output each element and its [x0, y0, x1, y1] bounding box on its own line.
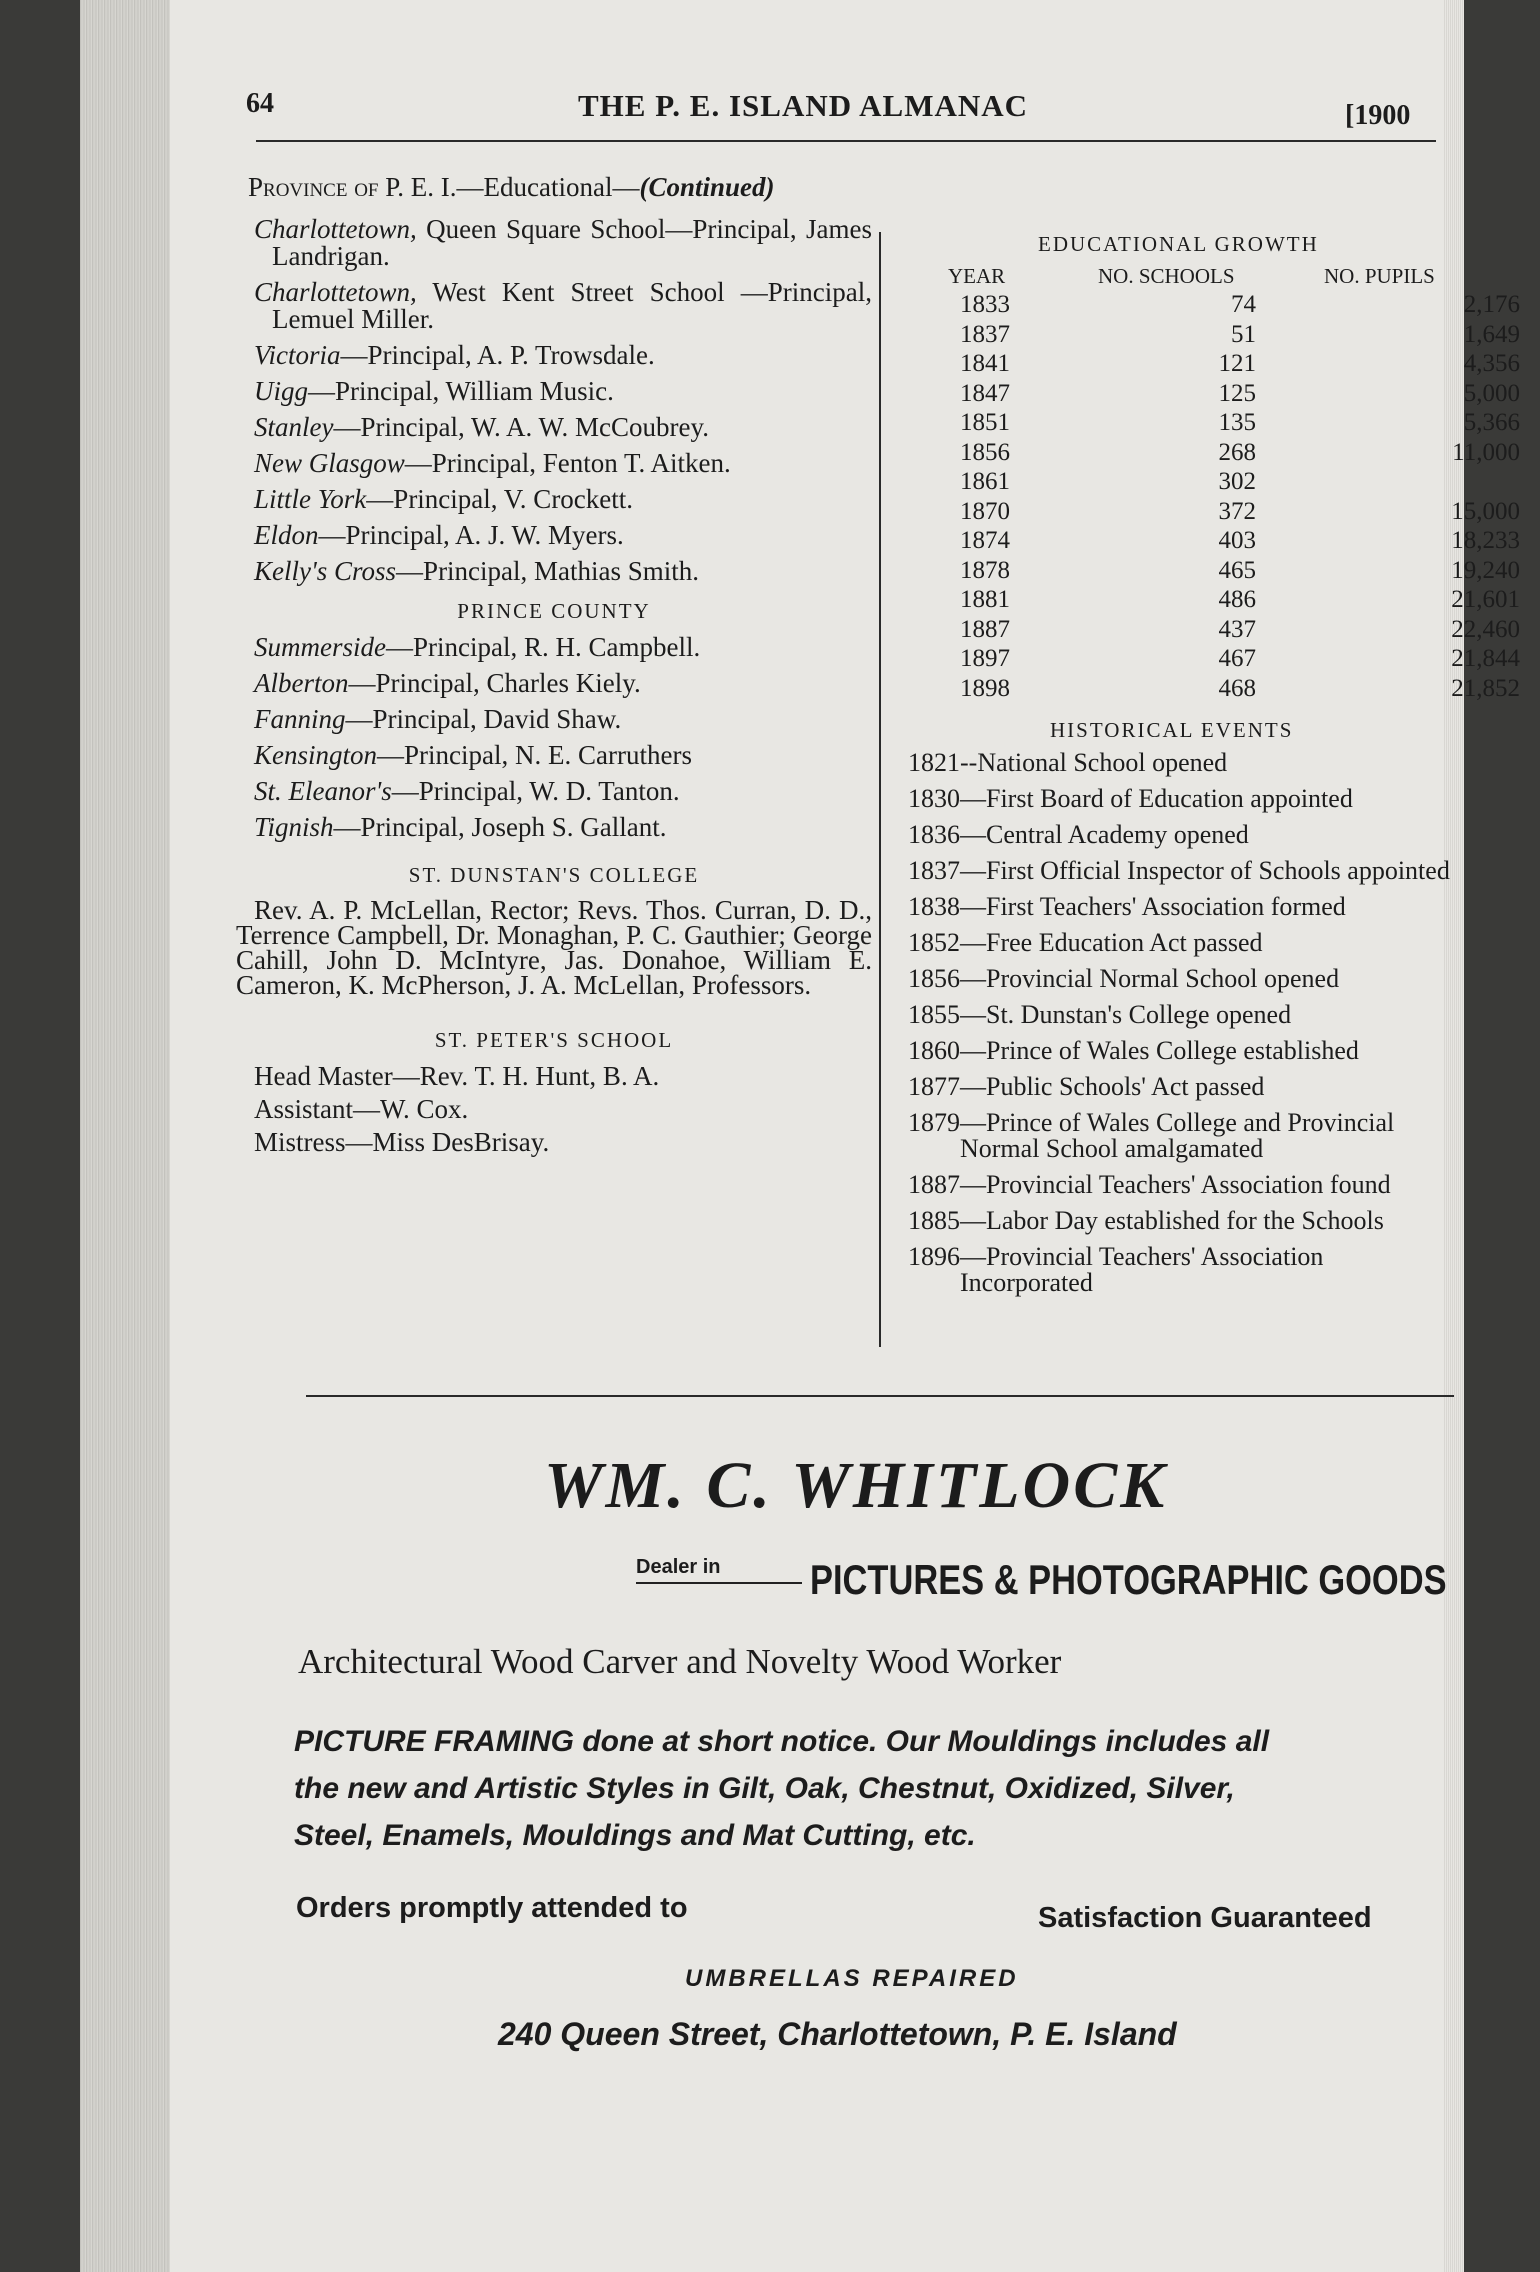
growth-row: [960, 556, 1540, 586]
growth-row: [960, 644, 1540, 674]
ad-satisfaction: Satisfaction Guaranteed: [1038, 1902, 1372, 1934]
event-item: [908, 1038, 1460, 1064]
page-number: 64: [246, 88, 274, 119]
ad-description: [294, 1718, 1454, 1859]
event-year: 1830: [908, 784, 960, 813]
growth-row: [960, 585, 1540, 615]
school-principal: —Principal, A. P. Trowsdale.: [340, 340, 655, 370]
st-peters-line: Head Master—Rev. T. H. Hunt, B. A.: [254, 1061, 660, 1091]
prince-county-heading: PRINCE COUNTY: [457, 599, 651, 623]
event-text: —Prince of Wales College established: [960, 1036, 1359, 1065]
growth-schools: 51: [1231, 320, 1256, 348]
school-place: New Glasgow: [254, 448, 405, 478]
event-year: 1860: [908, 1036, 960, 1065]
school-place: Summerside: [254, 632, 386, 662]
ad-trade: Architectural Wood Carver and Novelty Wood Worker: [298, 1642, 1062, 1681]
growth-row: [960, 290, 1540, 320]
growth-pupils: 22,460: [1451, 615, 1520, 643]
school-entry: [254, 742, 872, 769]
event-item: [908, 1074, 1460, 1100]
growth-year: 1851: [960, 409, 1010, 436]
column-divider: [879, 232, 881, 1347]
st-dunstans-text: Rev. A. P. McLellan, Rector; Revs. Thos. Curran, D. D., Terrence Campbell, Dr. Monaghan, P. C. Gauthier; George Cahill, John D. McIntyre, Jas. Donahoe, William E. Cameron, K. McPherson, J. A. McLellan, Professors.: [236, 895, 872, 1000]
event-item: [908, 1002, 1460, 1028]
ad-umbrellas: UMBRELLAS REPAIRED: [685, 1965, 1019, 1992]
page-binding: [80, 0, 170, 2272]
growth-pupils: 19,240: [1451, 556, 1520, 584]
school-entry: [254, 814, 872, 841]
growth-row: [960, 497, 1540, 527]
school-principal: Queen Square School—Principal, James Landrigan.: [272, 214, 872, 271]
growth-row: [960, 320, 1540, 350]
growth-table: [960, 290, 1540, 703]
event-text: —Public Schools' Act passed: [960, 1072, 1265, 1101]
growth-heading: EDUCATIONAL GROWTH: [1038, 232, 1319, 256]
school-place: Tignish: [254, 812, 334, 842]
growth-row: [960, 438, 1540, 468]
event-year: 1887: [908, 1170, 960, 1199]
school-place: Eldon: [254, 520, 319, 550]
col-pupils-header: NO. PUPILS: [1324, 264, 1435, 288]
school-principal: —Principal, Charles Kiely.: [348, 668, 641, 698]
growth-year: 1833: [960, 291, 1010, 318]
school-entry: [254, 414, 872, 441]
section-title-province: Province of P. E. I.: [248, 172, 457, 202]
st-peters-heading: ST. PETER'S SCHOOL: [434, 1028, 674, 1052]
growth-schools: 268: [1218, 438, 1256, 466]
growth-row: [960, 379, 1540, 409]
event-text: —Provincial Normal School opened: [960, 964, 1340, 993]
growth-row: [960, 349, 1540, 379]
event-year: 1896: [908, 1242, 960, 1271]
growth-schools: 135: [1218, 409, 1256, 436]
running-title: THE P. E. ISLAND ALMANAC: [578, 88, 1029, 123]
school-principal: —Principal, William Music.: [308, 376, 614, 406]
school-place: Fanning: [254, 704, 346, 734]
growth-schools: 403: [1218, 527, 1256, 554]
growth-year: 1897: [960, 645, 1010, 672]
growth-year: 1847: [960, 379, 1010, 407]
school-principal: —Principal, R. H. Campbell.: [385, 632, 701, 662]
st-peters-line: Mistress—Miss DesBrisay.: [254, 1127, 550, 1157]
event-text: —First Official Inspector of Schools appointed: [960, 856, 1450, 885]
growth-schools: 302: [1218, 468, 1256, 495]
almanac-page: [80, 0, 1520, 2272]
growth-pupils: 2,176: [1463, 291, 1520, 318]
event-year: 1838: [908, 892, 960, 921]
event-text: —First Teachers' Association formed: [960, 892, 1346, 921]
ad-dealer-underline: [636, 1582, 802, 1584]
growth-pupils: 11,000: [1452, 438, 1520, 466]
growth-schools: 467: [1218, 645, 1256, 672]
school-entry: [254, 216, 872, 270]
ad-description-line: PICTURE FRAMING done at short notice. Our Mouldings includes all: [294, 1725, 1270, 1758]
ad-orders: Orders promptly attended to: [296, 1892, 688, 1924]
growth-year: 1878: [960, 556, 1010, 584]
growth-year: 1841: [960, 350, 1010, 377]
growth-header-row: [948, 262, 1528, 292]
event-text: —Provincial Teachers' Association Incorporated: [960, 1242, 1324, 1297]
growth-year: 1861: [960, 468, 1010, 495]
event-text: —Prince of Wales College and Provincial Normal School amalgamated: [960, 1108, 1395, 1163]
school-entry: [254, 450, 872, 477]
left-column: [236, 216, 872, 1162]
school-principal: —Principal, A. J. W. Myers.: [318, 520, 624, 550]
school-place: Little York: [254, 484, 367, 514]
growth-year: 1837: [960, 320, 1010, 348]
ad-dealer-in: Dealer in: [636, 1556, 721, 1578]
event-text: —Central Academy opened: [960, 820, 1249, 849]
growth-row: [960, 674, 1540, 704]
event-item: [908, 1110, 1460, 1162]
ad-address: 240 Queen Street, Charlottetown, P. E. Island: [498, 2016, 1177, 2052]
event-item: [908, 1208, 1460, 1234]
school-place: Victoria: [254, 340, 341, 370]
event-item: [908, 966, 1460, 992]
ad-description-line: the new and Artistic Styles in Gilt, Oak, Chestnut, Oxidized, Silver,: [294, 1772, 1235, 1805]
event-year: 1879: [908, 1108, 960, 1137]
ad-business-name: WM. C. WHITLOCK: [544, 1449, 1168, 1522]
growth-pupils: 15,000: [1451, 497, 1520, 525]
event-item: [908, 1244, 1460, 1296]
growth-year: 1898: [960, 674, 1010, 702]
st-dunstans-heading: ST. DUNSTAN'S COLLEGE: [408, 863, 700, 887]
school-entry: [254, 486, 872, 513]
section-title: [248, 172, 775, 203]
ad-description-line: Steel, Enamels, Mouldings and Mat Cutting, etc.: [294, 1819, 976, 1852]
growth-row: [960, 615, 1540, 645]
school-place: Uigg: [254, 376, 308, 406]
school-place: Stanley: [254, 412, 334, 442]
event-item: [908, 822, 1460, 848]
school-place: Kensington: [254, 740, 378, 770]
event-text: --National School opened: [960, 748, 1228, 777]
growth-year: 1887: [960, 615, 1010, 643]
growth-year: 1881: [960, 586, 1010, 613]
school-principal: —Principal, W. D. Tanton.: [391, 776, 680, 806]
growth-schools: 372: [1218, 497, 1256, 525]
growth-row: [960, 467, 1540, 497]
event-year: 1821: [908, 748, 960, 777]
event-text: —First Board of Education appointed: [960, 784, 1353, 813]
st-peters-line: Assistant—W. Cox.: [254, 1094, 469, 1124]
event-year: 1877: [908, 1072, 960, 1101]
event-year: 1837: [908, 856, 960, 885]
col-schools-header: NO. SCHOOLS: [1098, 264, 1235, 288]
school-principal: —Principal, W. A. W. McCoubrey.: [333, 412, 709, 442]
events-list: [908, 750, 1460, 1306]
growth-pupils: 5,000: [1463, 379, 1520, 407]
event-year: 1856: [908, 964, 960, 993]
st-peters-staff: [236, 1063, 872, 1156]
school-principal: —Principal, Joseph S. Gallant.: [333, 812, 667, 842]
growth-pupils: 21,852: [1451, 674, 1520, 702]
ad-goods: PICTURES & PHOTOGRAPHIC GOODS: [810, 1556, 1447, 1603]
school-entry: [254, 522, 872, 549]
growth-year: 1856: [960, 438, 1010, 466]
growth-schools: 437: [1218, 615, 1256, 643]
school-principal: —Principal, N. E. Carruthers: [377, 740, 692, 770]
section-title-continued: (Continued): [639, 172, 775, 202]
section-title-educational: —Educational—: [456, 172, 640, 202]
event-year: 1836: [908, 820, 960, 849]
school-principal: —Principal, Mathias Smith.: [396, 556, 700, 586]
ad-top-rule: [306, 1395, 1454, 1397]
events-heading: HISTORICAL EVENTS: [1050, 718, 1294, 742]
growth-schools: 121: [1218, 350, 1256, 377]
school-list-prince: [236, 634, 872, 841]
school-entry: [254, 378, 872, 405]
growth-schools: 465: [1218, 556, 1256, 584]
event-year: 1852: [908, 928, 960, 957]
growth-pupils: 21,844: [1451, 645, 1520, 672]
school-principal: —Principal, Fenton T. Aitken.: [404, 448, 731, 478]
school-principal: —Principal, V. Crockett.: [366, 484, 634, 514]
school-entry: [254, 670, 872, 697]
school-entry: [254, 778, 872, 805]
event-item: [908, 750, 1460, 776]
school-place: Alberton: [254, 668, 349, 698]
school-place: Charlottetown,: [254, 214, 417, 244]
event-text: —Free Education Act passed: [960, 928, 1263, 957]
growth-pupils: 5,366: [1463, 409, 1520, 436]
growth-schools: 468: [1218, 674, 1256, 702]
school-principal: —Principal, David Shaw.: [345, 704, 622, 734]
running-year: [1900: [1345, 100, 1411, 131]
school-entry: [254, 706, 872, 733]
school-entry: [254, 558, 872, 585]
school-entry: [254, 279, 872, 333]
growth-pupils: 18,233: [1451, 527, 1520, 554]
event-item: [908, 930, 1460, 956]
event-item: [908, 786, 1460, 812]
school-list-queens: [236, 216, 872, 585]
event-text: —Labor Day established for the Schools: [960, 1206, 1384, 1235]
growth-year: 1870: [960, 497, 1010, 525]
growth-pupils: 1,649: [1463, 320, 1520, 348]
event-year: 1855: [908, 1000, 960, 1029]
col-year-header: YEAR: [948, 264, 1006, 288]
school-entry: [254, 342, 872, 369]
school-place: St. Eleanor's: [254, 776, 392, 806]
event-text: —St. Dunstan's College opened: [960, 1000, 1292, 1029]
growth-row: [960, 408, 1540, 438]
growth-schools: 74: [1231, 291, 1256, 318]
growth-year: 1874: [960, 527, 1010, 554]
event-text: —Provincial Teachers' Association found: [960, 1170, 1391, 1199]
event-item: [908, 858, 1460, 884]
growth-row: [960, 526, 1540, 556]
event-item: [908, 1172, 1460, 1198]
growth-pupils: 21,601: [1451, 586, 1520, 613]
school-principal: West Kent Street School —Principal, Lemuel Miller.: [272, 277, 872, 334]
header-rule: [256, 140, 1436, 142]
school-place: Charlottetown,: [254, 277, 417, 307]
school-entry: [254, 634, 872, 661]
growth-schools: 486: [1218, 586, 1256, 613]
school-place: Kelly's Cross: [254, 556, 397, 586]
growth-schools: 125: [1218, 379, 1256, 407]
event-item: [908, 894, 1460, 920]
growth-pupils: 4,356: [1463, 350, 1520, 377]
event-year: 1885: [908, 1206, 960, 1235]
